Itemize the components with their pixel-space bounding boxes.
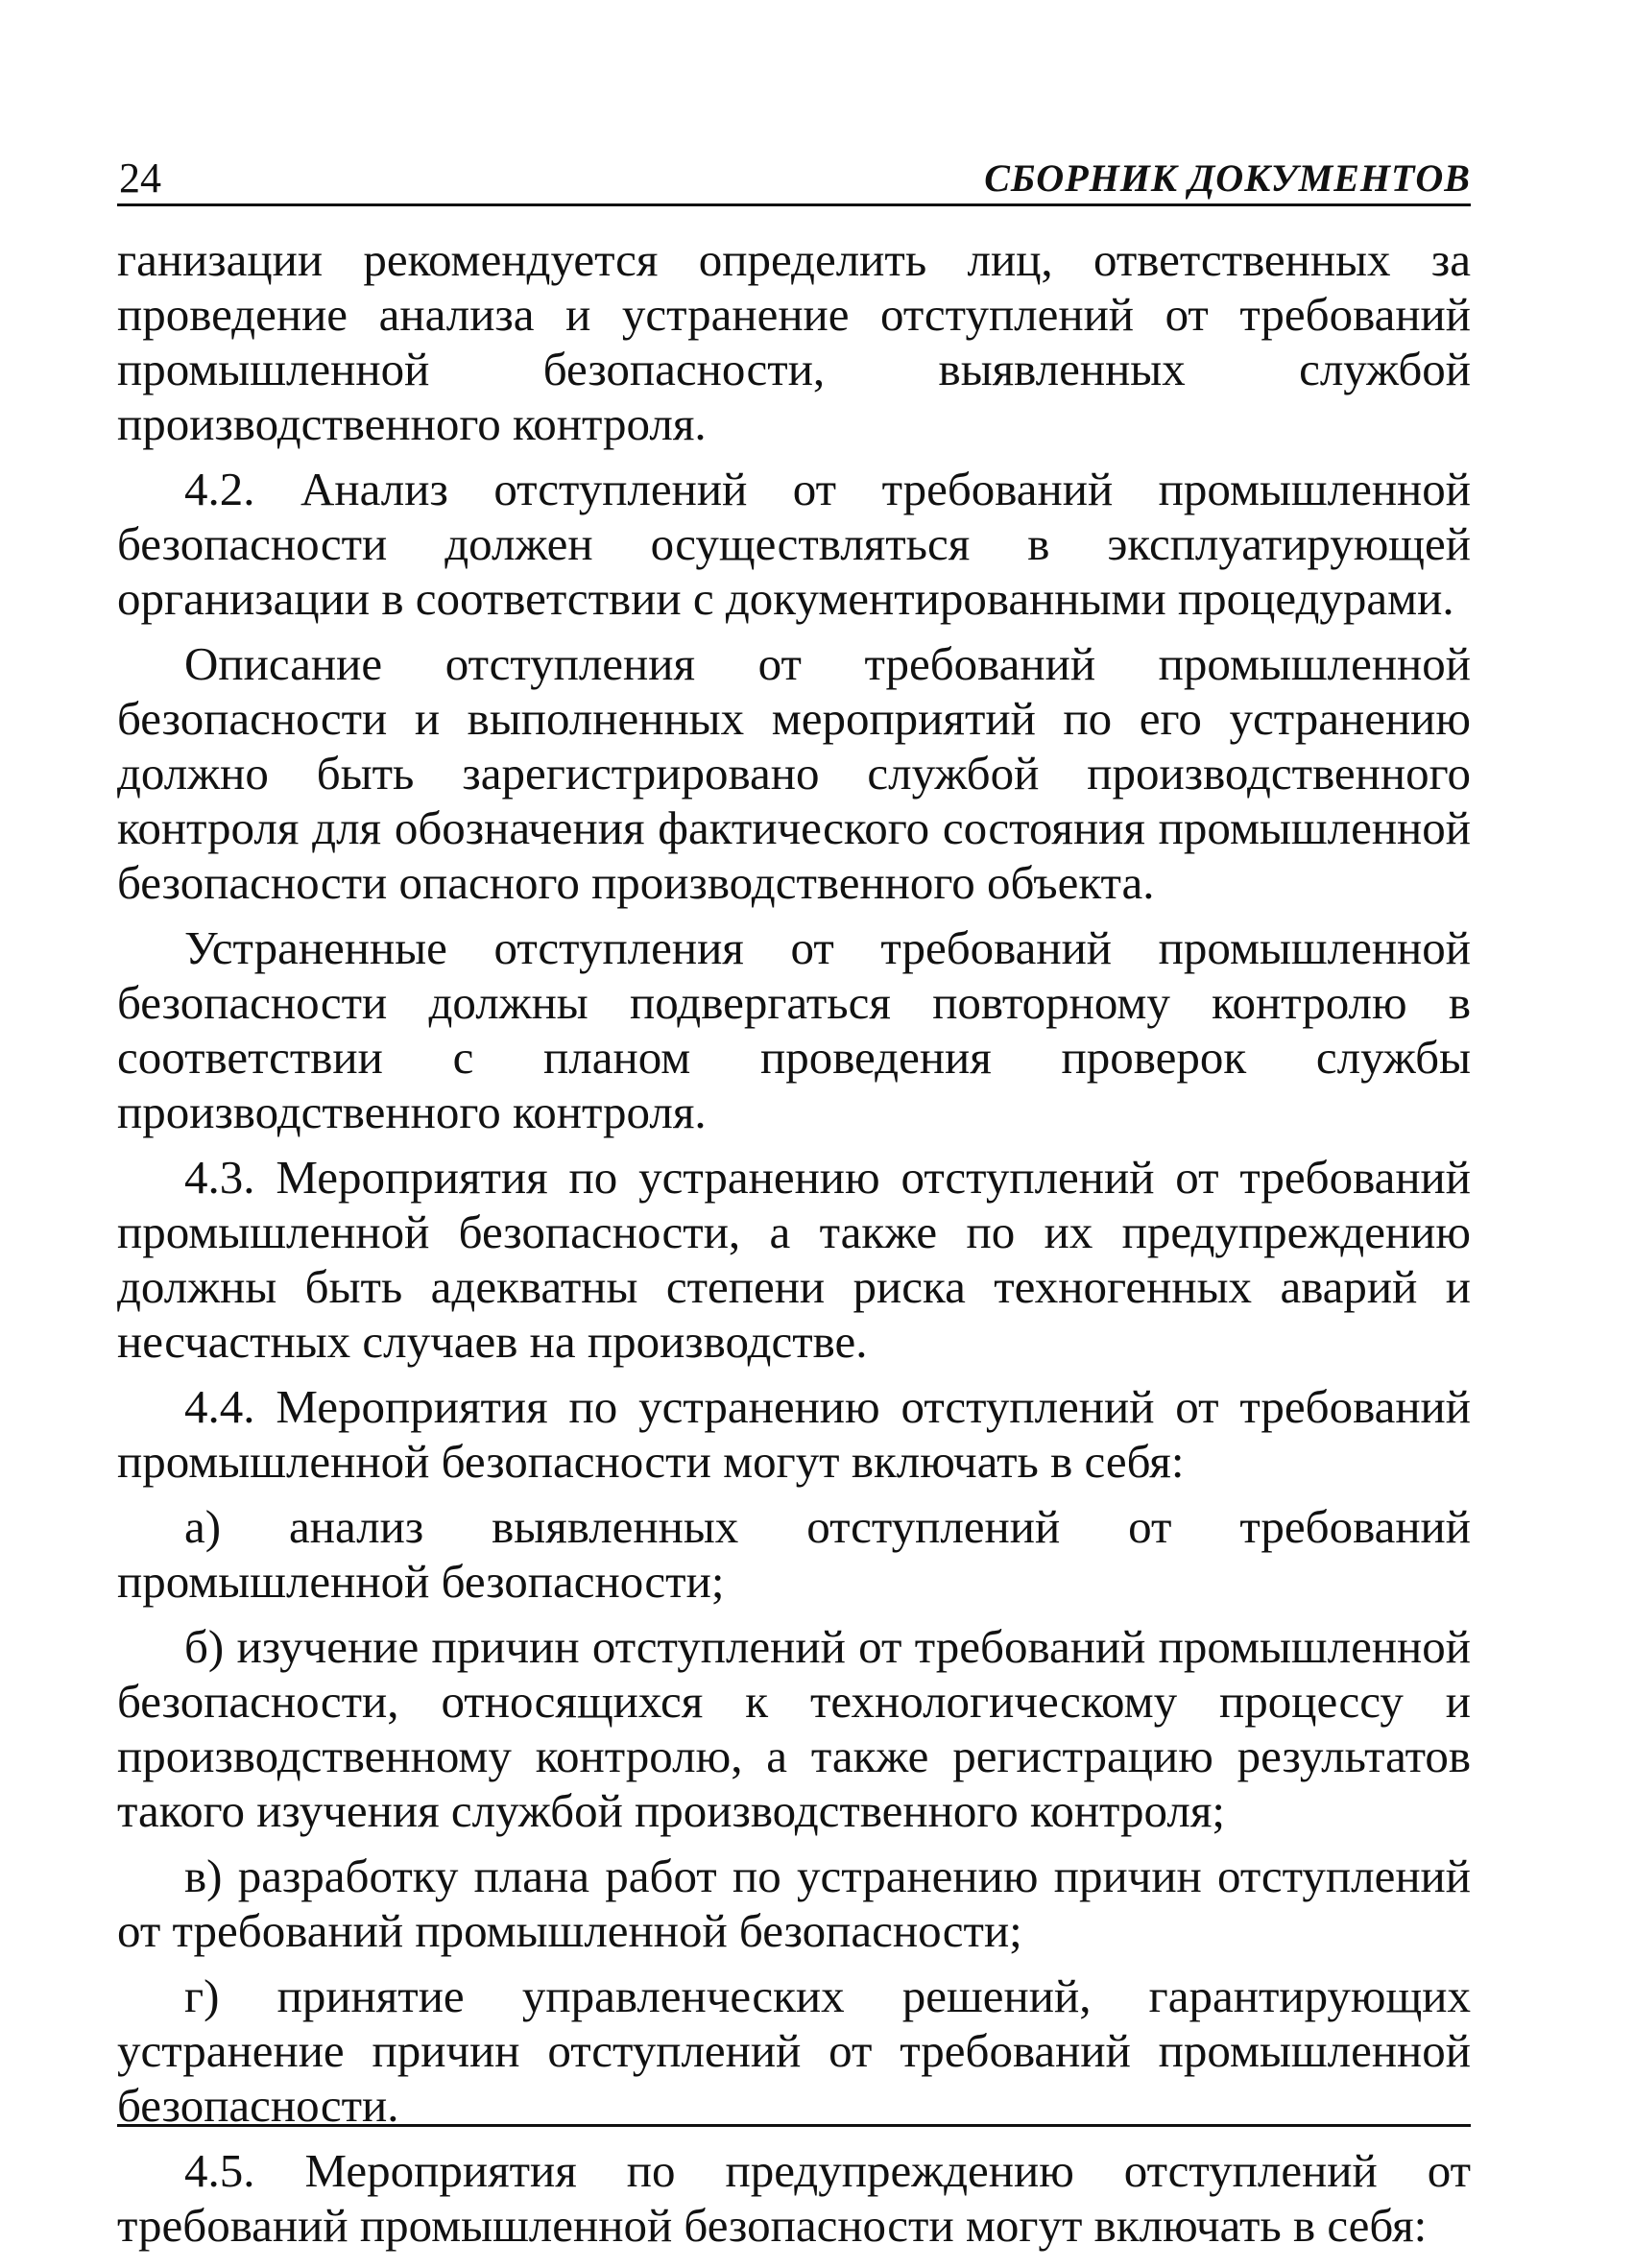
- paragraph: 4.5. Мероприятия по предупреждению отступлений от требований промышленной безопасности могут включать в себя:: [117, 2144, 1471, 2252]
- list-item: б) изучение причин отступлений от требований промышленной безопасности, относящихся к технологическому процессу и производственному контролю, а также регистрацию результатов такого изучения службой производственного контроля;: [117, 1620, 1471, 1837]
- bottom-rule: [117, 2124, 1471, 2127]
- book-title: СБОРНИК ДОКУМЕНТОВ: [984, 156, 1471, 200]
- paragraph: 4.2. Анализ отступлений от требований промышленной безопасности должен осуществляться в эксплуатирующей организации в соответствии с документированными процедурами.: [117, 463, 1471, 625]
- paragraph: ганизации рекомендуется определить лиц, ответственных за проведение анализа и устранение отступлений от требований промышленной безопасности, выявленных службой производственного контроля.: [117, 233, 1471, 450]
- paragraph: 4.4. Мероприятия по устранению отступлений от требований промышленной безопасности могут включать в себя:: [117, 1380, 1471, 1488]
- list-item: г) принятие управленческих решений, гарантирующих устранение причин отступлений от требований промышленной безопасности.: [117, 1970, 1471, 2132]
- paragraph: Описание отступления от требований промышленной безопасности и выполненных мероприятий по его устранению должно быть зарегистрировано службой производственного контроля для обозначения фактического состояния промышленной безопасности опасного производственного объекта.: [117, 637, 1471, 909]
- list-item: в) разработку плана работ по устранению причин отступлений от требований промышленной безопасности;: [117, 1850, 1471, 1957]
- body-text: [117, 232, 1471, 2263]
- paragraph: 4.3. Мероприятия по устранению отступлений от требований промышленной безопасности, а также по их предупреждению должны быть адекватны степени риска техногенных аварий и несчастных случаев на производстве.: [117, 1151, 1471, 1368]
- paragraph: Устраненные отступления от требований промышленной безопасности должны подвергаться повторному контролю в соответствии с планом проведения проверок службы производственного контроля.: [117, 921, 1471, 1138]
- running-header: [117, 146, 1471, 206]
- page-number: 24: [119, 155, 161, 202]
- list-item: а) анализ выявленных отступлений от требований промышленной безопасности;: [117, 1500, 1471, 1608]
